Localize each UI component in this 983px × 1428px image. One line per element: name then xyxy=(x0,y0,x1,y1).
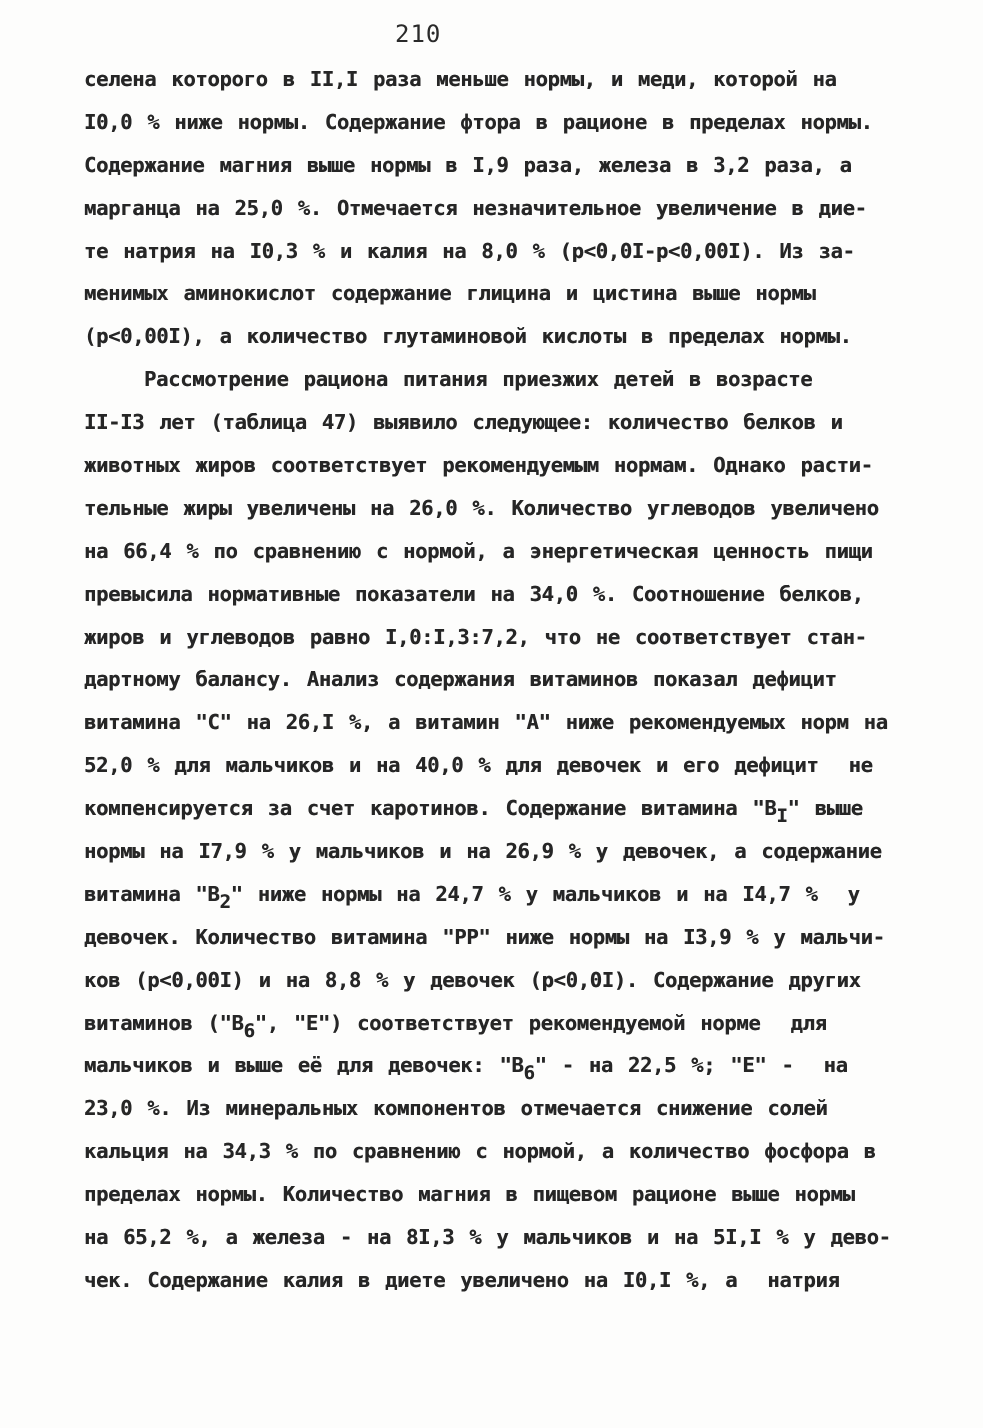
text-line xyxy=(84,830,914,873)
text-line-content: марганца на 25,0 %. Отмечается незначительное увеличение в дие- xyxy=(84,195,867,220)
text-line-content: ков (p<0,00I) и на 8,8 % у девочек (p<0,0I). Содержание других xyxy=(84,967,861,992)
text-line xyxy=(84,916,914,959)
text-line xyxy=(84,787,914,830)
text-line xyxy=(84,187,914,230)
text-line-content: 52,0 % для мальчиков и на 40,0 % для девочек и его дефицит не xyxy=(84,753,873,778)
text-line xyxy=(84,144,914,187)
text-line-content: тельные жиры увеличены на 26,0 %. Количество углеводов увеличено xyxy=(84,495,879,520)
text-line-content: кальция на 34,3 % по сравнению с нормой, а количество фосфора в xyxy=(84,1139,876,1164)
text-line xyxy=(84,101,914,144)
text-line-content: девочек. Количество витамина "PP" ниже нормы на I3,9 % у мальчи- xyxy=(84,924,885,949)
text-line xyxy=(84,1259,914,1302)
subscript: 6 xyxy=(523,1062,535,1085)
text-line-content: Рассмотрение рациона питания приезжих детей в возрасте xyxy=(144,367,813,392)
text-line-continuation: " ниже нормы на 24,7 % у мальчиков и на I4,7 % у xyxy=(230,881,860,906)
text-line xyxy=(84,1087,914,1130)
text-line xyxy=(84,487,914,530)
text-line xyxy=(84,1173,914,1216)
subscript: I xyxy=(776,805,788,828)
text-line xyxy=(84,401,914,444)
text-line-content: чек. Содержание калия в диете увеличено на I0,I %, а натрия xyxy=(84,1267,840,1292)
text-line xyxy=(84,1002,914,1045)
text-line-content: селена которого в II,I раза меньше нормы, и меди, которой на xyxy=(84,67,837,91)
text-line-content: (p<0,00I), а количество глутаминовой кислоты в пределах нормы. xyxy=(84,324,852,349)
text-line xyxy=(84,230,914,273)
text-line-content: I0,0 % ниже нормы. Содержание фтора в рационе в пределах нормы. xyxy=(84,109,873,134)
text-line-content: превысила нормативные показатели на 34,0 %. Соотношение белков, xyxy=(84,581,864,606)
text-line-content: менимых аминокислот содержание глицина и цистина выше нормы xyxy=(84,281,816,306)
text-line xyxy=(84,573,914,616)
text-line xyxy=(84,616,914,659)
subscript: 6 xyxy=(243,1019,255,1042)
text-line xyxy=(84,959,914,1002)
text-line-content: дартному балансу. Анализ содержания витаминов показал дефицит xyxy=(84,667,837,692)
text-line-content: на 66,4 % по сравнению с нормой, а энергетическая ценность пищи xyxy=(84,538,873,563)
text-line-content: те натрия на I0,3 % и калия на 8,0 % (p<0,0I-p<0,00I). Из за- xyxy=(84,238,855,263)
text-line xyxy=(84,873,914,916)
text-line xyxy=(84,315,914,358)
text-line xyxy=(84,358,914,401)
text-line-continuation: ", "E") соответствует рекомендуемой норме для xyxy=(254,1010,827,1035)
text-line-content: 23,0 %. Из минеральных компонентов отмечается снижение солей xyxy=(84,1096,828,1121)
text-line xyxy=(84,744,914,787)
text-line xyxy=(84,530,914,573)
text-line-content: животных жиров соответствует рекомендуемым нормам. Однако расти- xyxy=(84,453,873,478)
text-line-content: II-I3 лет (таблица 47) выявило следующее: количество белков и xyxy=(84,410,843,435)
text-line xyxy=(84,1044,914,1087)
text-line xyxy=(84,272,914,315)
text-line-content: компенсируется за счет каротинов. Содержание витамина "B xyxy=(84,796,777,821)
text-line xyxy=(84,658,914,701)
text-line xyxy=(84,444,914,487)
text-line xyxy=(84,1130,914,1173)
text-line-content: на 65,2 %, а железа - на 8I,3 % у мальчиков и на 5I,I % у дево- xyxy=(84,1225,891,1250)
text-line-content: мальчиков и выше её для девочек: "B xyxy=(84,1053,524,1078)
text-line xyxy=(84,701,914,744)
page-number: 210 xyxy=(395,20,442,48)
text-line-content: жиров и углеводов равно I,0:I,3:7,2, что не соответствует стан- xyxy=(84,624,867,649)
text-line-content: Содержание магния выше нормы в I,9 раза, железа в 3,2 раза, а xyxy=(84,152,852,177)
text-line xyxy=(84,58,914,101)
text-line-content: витамина "B xyxy=(84,881,220,906)
subscript: 2 xyxy=(219,890,231,913)
text-line-continuation: " - на 22,5 %; "E" - на xyxy=(534,1053,848,1078)
body-text xyxy=(84,58,914,1302)
text-line-content: пределах нормы. Количество магния в пищевом рационе выше нормы xyxy=(84,1182,855,1207)
text-line xyxy=(84,1216,914,1259)
text-line-continuation: " выше xyxy=(787,796,863,821)
text-line-content: витаминов ("B xyxy=(84,1010,244,1035)
text-line-content: нормы на I7,9 % у мальчиков и на 26,9 % у девочек, а содержание xyxy=(84,839,882,864)
text-line-content: витамина "C" на 26,I %, а витамин "A" ниже рекомендуемых норм на xyxy=(84,710,888,735)
